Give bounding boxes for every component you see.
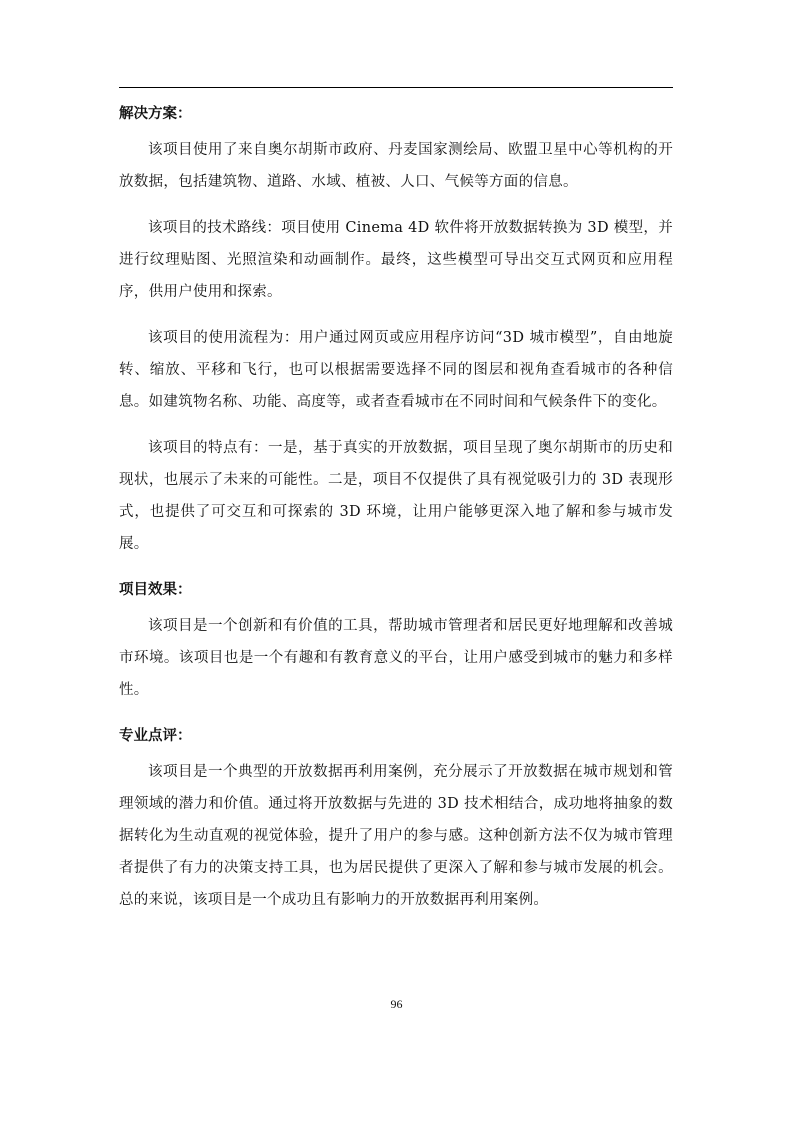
- section-heading-effect: 项目效果：: [119, 582, 192, 598]
- section-heading-review: 专业点评：: [119, 728, 192, 744]
- paragraph: 该项目是一个典型的开放数据再利用案例，充分展示了开放数据在城市规划和管理领域的潜力和价值。通过将开放数据与先进的 3D 技术相结合，成功地将抽象的数据转化为生动直观的视觉体验，提升了用户的参与感。这种创新方法不仅为城市管理者提供了有力的决策支持工具，也为居民提供了更深入了解和参与城市发展的机会。总的来说，该项目是一个成功且有影响力的开放数据再利用案例。: [119, 764, 673, 908]
- page-number: 96: [390, 997, 403, 1011]
- paragraph: 该项目的技术路线：项目使用 Cinema 4D 软件将开放数据转换为 3D 模型，并进行纹理贴图、光照渲染和动画制作。最终，这些模型可导出交互式网页和应用程序，供用户使用和探索。: [119, 220, 673, 300]
- section-heading-solution: 解决方案：: [119, 106, 192, 122]
- paragraph: 该项目是一个创新和有价值的工具，帮助城市管理者和居民更好地理解和改善城市环境。该项目也是一个有趣和有教育意义的平台，让用户感受到城市的魅力和多样性。: [119, 618, 673, 698]
- paragraph: 该项目的使用流程为：用户通过网页或应用程序访问“3D 城市模型”，自由地旋转、缩放、平移和飞行，也可以根据需要选择不同的图层和视角查看城市的各种信息。如建筑物名称、功能、高度等，或者查看城市在不同时间和气候条件下的变化。: [119, 330, 673, 410]
- paragraph: 该项目的特点有：一是，基于真实的开放数据，项目呈现了奥尔胡斯市的历史和现状，也展示了未来的可能性。二是，项目不仅提供了具有视觉吸引力的 3D 表现形式，也提供了可交互和可探索的 3D 环境，让用户能够更深入地了解和参与城市发展。: [119, 440, 673, 552]
- paragraph: 该项目使用了来自奥尔胡斯市政府、丹麦国家测绘局、欧盟卫星中心等机构的开放数据，包括建筑物、道路、水域、植被、人口、气候等方面的信息。: [119, 142, 673, 190]
- header-rule: [119, 87, 673, 88]
- page-content: [119, 98, 673, 930]
